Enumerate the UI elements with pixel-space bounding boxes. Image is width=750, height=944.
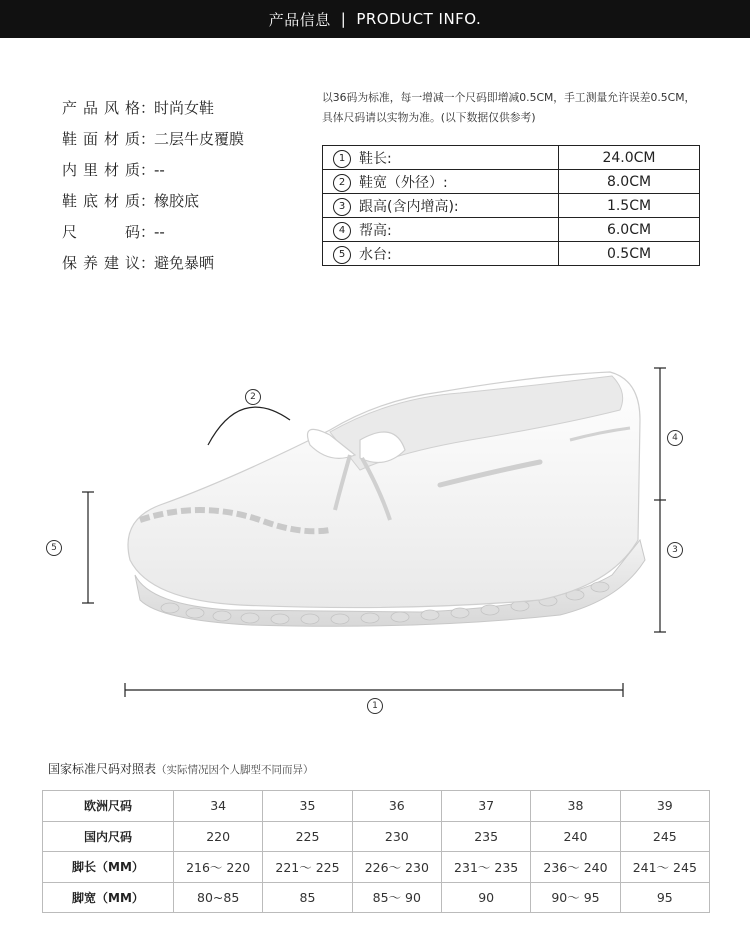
product-attributes xyxy=(62,92,312,278)
measurement-number: 5 xyxy=(333,246,351,264)
product-info-header xyxy=(0,0,750,38)
attribute-key: 鞋面材质 xyxy=(62,130,140,148)
attribute-colon: ： xyxy=(140,130,156,148)
size-chart-row xyxy=(43,821,710,852)
measurement-value: 1.5CM xyxy=(559,194,700,218)
measurement-label: 鞋宽（外径）: xyxy=(359,174,448,191)
attribute-colon: ： xyxy=(140,223,156,241)
marker-platform: 5 xyxy=(46,540,62,556)
measurement-label: 帮高: xyxy=(359,222,392,239)
attribute-value: 橡胶底 xyxy=(154,192,200,210)
measurement-row xyxy=(323,242,700,266)
row-header: 脚长（MM） xyxy=(43,852,174,883)
size-chart-heading: 国家标准尺码对照表 xyxy=(48,762,157,776)
measurement-label-cell xyxy=(323,218,559,242)
attribute-row xyxy=(62,185,312,216)
row-header: 脚宽（MM） xyxy=(43,882,174,913)
header-title-cn: 产品信息 xyxy=(268,10,331,29)
table-cell: 34 xyxy=(174,791,263,822)
measurement-number: 1 xyxy=(333,150,351,168)
measurement-number: 3 xyxy=(333,198,351,216)
marker-length: 1 xyxy=(367,698,383,714)
table-cell: 240 xyxy=(531,821,620,852)
measurement-number: 4 xyxy=(333,222,351,240)
attribute-value: 避免暴晒 xyxy=(154,254,215,272)
attribute-colon: ： xyxy=(140,192,156,210)
attribute-row xyxy=(62,154,312,185)
table-cell: 235 xyxy=(441,821,530,852)
size-note-line: 以36码为标准，每一增减一个尺码即增减0.5CM，手工测量允许误差0.5CM， xyxy=(322,91,696,104)
shoe-measurement-diagram xyxy=(0,300,750,740)
size-chart-row xyxy=(43,882,710,913)
marker-upper-height: 4 xyxy=(667,430,683,446)
table-cell: 36 xyxy=(352,791,441,822)
attribute-colon: ： xyxy=(140,161,156,179)
measurement-value: 6.0CM xyxy=(559,218,700,242)
measurement-label-cell xyxy=(323,170,559,194)
table-cell: 90～ 95 xyxy=(531,882,620,913)
table-cell: 225 xyxy=(263,821,352,852)
measurement-row xyxy=(323,218,700,242)
measurement-value: 24.0CM xyxy=(559,146,700,170)
shoe-illustration xyxy=(0,300,750,740)
size-note xyxy=(322,88,722,128)
table-cell: 241～ 245 xyxy=(620,852,709,883)
measurement-value: 0.5CM xyxy=(559,242,700,266)
attribute-value: 时尚女鞋 xyxy=(154,99,215,117)
size-note-line: 具体尺码请以实物为准。(以下数据仅供参考) xyxy=(322,111,536,124)
table-cell: 80~85 xyxy=(174,882,263,913)
measurement-table xyxy=(322,145,700,266)
attribute-value: -- xyxy=(154,160,165,179)
size-chart-table xyxy=(42,790,710,913)
marker-width: 2 xyxy=(245,389,261,405)
table-cell: 85 xyxy=(263,882,352,913)
attribute-value: -- xyxy=(154,222,165,241)
attribute-row xyxy=(62,123,312,154)
table-cell: 245 xyxy=(620,821,709,852)
size-chart-row xyxy=(43,852,710,883)
attribute-key: 尺 码 xyxy=(62,223,140,241)
measurement-row xyxy=(323,170,700,194)
header-separator: | xyxy=(340,10,347,28)
size-chart-subtitle: （实际情况因个人脚型不同而异） xyxy=(156,764,314,776)
header-title-en: PRODUCT INFO. xyxy=(356,10,482,28)
size-chart-row xyxy=(43,791,710,822)
attribute-colon: ： xyxy=(140,254,156,272)
measurement-row xyxy=(323,146,700,170)
table-cell: 216～ 220 xyxy=(174,852,263,883)
measurement-value: 8.0CM xyxy=(559,170,700,194)
attribute-key: 保养建议 xyxy=(62,254,140,272)
attribute-row xyxy=(62,216,312,247)
table-cell: 221～ 225 xyxy=(263,852,352,883)
table-cell: 35 xyxy=(263,791,352,822)
measurement-label: 跟高(含内增高): xyxy=(359,198,459,215)
row-header: 欧洲尺码 xyxy=(43,791,174,822)
measurement-number: 2 xyxy=(333,174,351,192)
attribute-row xyxy=(62,92,312,123)
table-cell: 39 xyxy=(620,791,709,822)
table-cell: 236～ 240 xyxy=(531,852,620,883)
measurement-row xyxy=(323,194,700,218)
attribute-key: 内里材质 xyxy=(62,161,140,179)
table-cell: 37 xyxy=(441,791,530,822)
attribute-colon: ： xyxy=(140,99,156,117)
attribute-value: 二层牛皮覆膜 xyxy=(154,130,245,148)
measurement-label-cell xyxy=(323,242,559,266)
attribute-row xyxy=(62,247,312,278)
size-chart-title xyxy=(48,760,314,777)
marker-heel-height: 3 xyxy=(667,542,683,558)
table-cell: 230 xyxy=(352,821,441,852)
attribute-key: 鞋底材质 xyxy=(62,192,140,210)
measurement-label: 鞋长: xyxy=(359,150,392,167)
table-cell: 231～ 235 xyxy=(441,852,530,883)
attribute-key: 产品风格 xyxy=(62,99,140,117)
measurement-label-cell xyxy=(323,146,559,170)
row-header: 国内尺码 xyxy=(43,821,174,852)
table-cell: 95 xyxy=(620,882,709,913)
measurement-label: 水台: xyxy=(359,246,392,263)
table-cell: 90 xyxy=(441,882,530,913)
measurement-label-cell xyxy=(323,194,559,218)
table-cell: 38 xyxy=(531,791,620,822)
table-cell: 220 xyxy=(174,821,263,852)
table-cell: 226～ 230 xyxy=(352,852,441,883)
table-cell: 85～ 90 xyxy=(352,882,441,913)
